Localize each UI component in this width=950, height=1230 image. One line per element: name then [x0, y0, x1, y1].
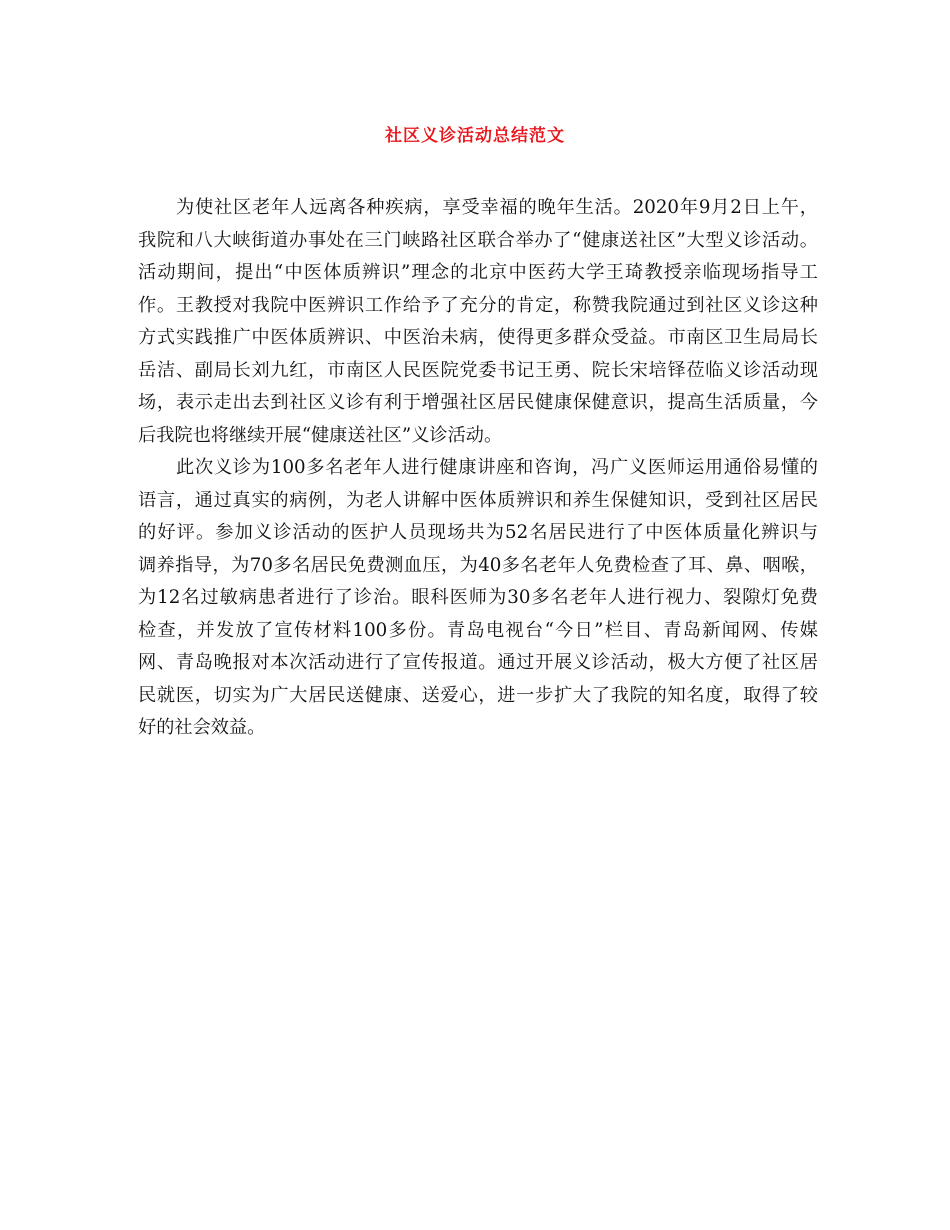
paragraph-line: 语言，通过真实的病例，为老人讲解中医体质辨识和养生保健知识，受到社区居民: [138, 489, 818, 511]
paragraph-line: 岳洁、副局长刘九红，市南区人民医院党委书记王勇、院长宋培铎莅临义诊活动现: [138, 359, 818, 381]
paragraph-line: 活动期间，提出“中医体质辨识”理念的北京中医药大学王琦教授亲临现场指导工: [138, 262, 818, 283]
paragraph-line: 网、青岛晚报对本次活动进行了宣传报道。通过开展义诊活动，极大方便了社区居: [138, 652, 818, 673]
paragraph-line: 民就医，切实为广大居民送健康、送爱心，进一步扩大了我院的知名度，取得了较: [138, 684, 818, 706]
paragraph-line: 为12名过敏病患者进行了诊治。眼科医师为30多名老年人进行视力、裂隙灯免费: [138, 587, 818, 608]
paragraph-line: 我院和八大峡街道办事处在三门峡路社区联合举办了“健康送社区”大型义诊活动。: [138, 229, 818, 251]
paragraph-2: [138, 452, 818, 745]
paragraph-line: 检查，并发放了宣传材料100多份。青岛电视台“今日”栏目、青岛新闻网、传媒: [138, 619, 818, 641]
paragraph-line: 好的社会效益。: [138, 717, 266, 738]
paragraph-line: 方式实践推广中医体质辨识、中医治未病，使得更多群众受益。市南区卫生局局长: [138, 327, 818, 348]
document-title: 社区义诊活动总结范文: [385, 126, 565, 146]
paragraph-line: 场，表示走出去到社区义诊有利于增强社区居民健康保健意识，提高生活质量，今: [138, 392, 818, 413]
paragraph-line: 作。王教授对我院中医辨识工作给予了充分的肯定，称赞我院通过到社区义诊这种: [138, 294, 818, 316]
paragraph-line: 为使社区老年人远离各种疾病，享受幸福的晚年生活。2020年9月2日上午，: [176, 197, 818, 218]
paragraph-line: 调养指导，为70多名居民免费测血压，为40多名老年人免费检查了耳、鼻、咽喉，: [138, 554, 818, 576]
paragraph-1: [138, 192, 818, 452]
paragraph-line: 此次义诊为100多名老年人进行健康讲座和咨询，冯广义医师运用通俗易懂的: [176, 457, 818, 478]
paragraph-line: 的好评。参加义诊活动的医护人员现场共为52名居民进行了中医体质量化辨识与: [138, 522, 818, 543]
document-body: [138, 192, 818, 745]
paragraph-line: 后我院也将继续开展“健康送社区”义诊活动。: [138, 424, 503, 446]
